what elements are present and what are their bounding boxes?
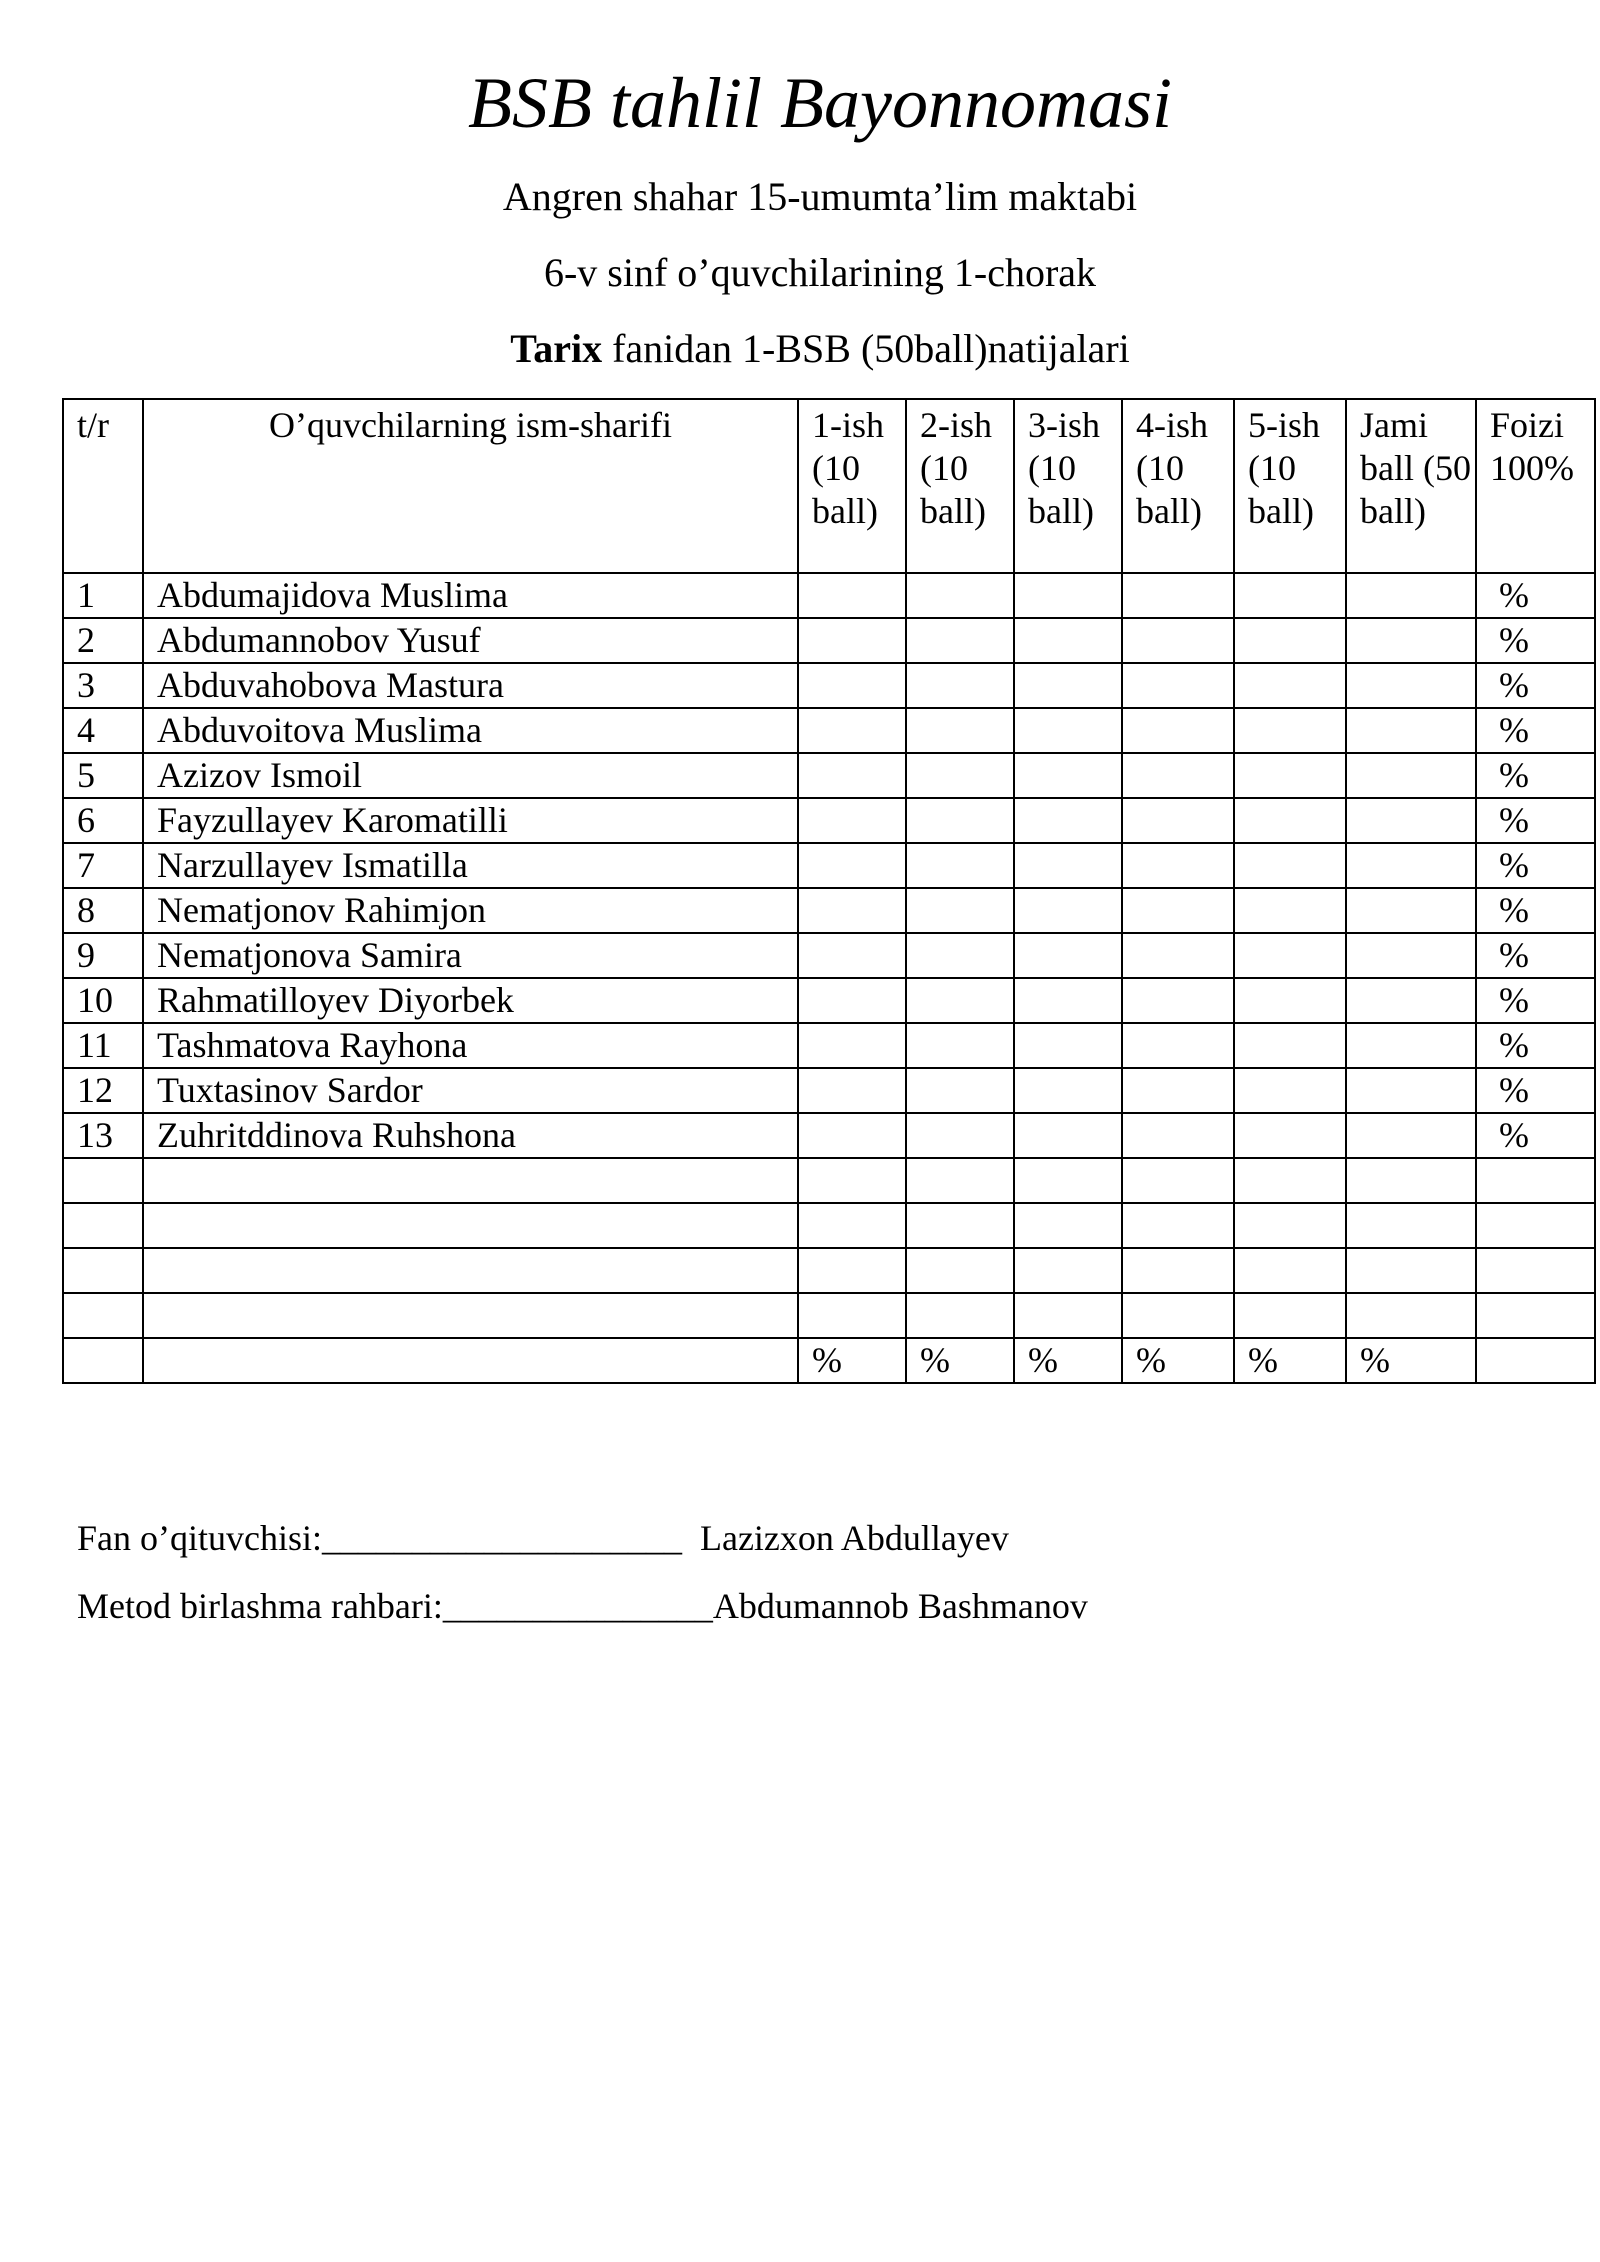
score-cell-4 [1122,933,1234,978]
summary-row [63,1338,1595,1383]
row-number: 10 [63,978,143,1023]
empty-cell [1476,1248,1595,1293]
score-cell-5 [1234,663,1346,708]
score-cell-2 [906,753,1014,798]
percent-cell: % [1476,708,1595,753]
table-row [63,1023,1595,1068]
score-cell-2 [906,663,1014,708]
empty-cell [1346,1203,1476,1248]
score-cell-4 [1122,1113,1234,1158]
score-cell-5 [1234,618,1346,663]
empty-cell [1476,1293,1595,1338]
score-cell-5 [1234,753,1346,798]
percent-cell: % [1476,663,1595,708]
column-header-work-2: 2-ish (10 ball) [906,399,1014,573]
score-cell-5 [1234,708,1346,753]
score-cell-2 [906,798,1014,843]
student-name: Rahmatilloyev Diyorbek [143,978,798,1023]
percent-cell: % [1476,933,1595,978]
empty-cell [1346,1293,1476,1338]
score-cell-2 [906,1113,1014,1158]
empty-cell [63,1203,143,1248]
empty-cell [1476,1203,1595,1248]
score-cell-4 [1122,708,1234,753]
score-cell-2 [906,1023,1014,1068]
score-cell-4 [1122,978,1234,1023]
empty-cell [143,1248,798,1293]
score-cell-4 [1122,1023,1234,1068]
score-cell-5 [1234,1113,1346,1158]
score-cell-4 [1122,798,1234,843]
empty-cell [798,1248,906,1293]
table-row [63,1068,1595,1113]
row-number: 2 [63,618,143,663]
score-cell-3 [1014,1113,1122,1158]
empty-cell [1234,1293,1346,1338]
total-cell [1346,798,1476,843]
total-cell [1346,888,1476,933]
empty-cell [143,1293,798,1338]
column-header-name: O’quvchilarning ism-sharifi [143,399,798,573]
percent-cell: % [1476,843,1595,888]
total-cell [1346,1113,1476,1158]
table-row [63,573,1595,618]
empty-cell [1122,1293,1234,1338]
percent-cell: % [1476,753,1595,798]
student-name: Nematjonova Samira [143,933,798,978]
score-cell-3 [1014,753,1122,798]
score-cell-1 [798,1113,906,1158]
column-header-work-1: 1-ish (10 ball) [798,399,906,573]
column-header-work-3: 3-ish (10 ball) [1014,399,1122,573]
score-cell-3 [1014,573,1122,618]
score-cell-3 [1014,933,1122,978]
table-row [63,753,1595,798]
empty-cell [63,1248,143,1293]
score-cell-4 [1122,1068,1234,1113]
score-cell-3 [1014,1023,1122,1068]
total-cell [1346,663,1476,708]
score-cell-1 [798,933,906,978]
score-cell-1 [798,1068,906,1113]
column-header-work-5: 5-ish (10 ball) [1234,399,1346,573]
score-cell-5 [1234,1023,1346,1068]
score-cell-1 [798,663,906,708]
summary-percent-w1: % [798,1338,906,1383]
score-cell-3 [1014,1068,1122,1113]
score-cell-2 [906,933,1014,978]
total-cell [1346,1023,1476,1068]
empty-cell [1122,1203,1234,1248]
column-header-percent: Foizi 100% [1476,399,1595,573]
score-cell-1 [798,573,906,618]
score-cell-1 [798,618,906,663]
total-cell [1346,1068,1476,1113]
summary-percent-w5: % [1234,1338,1346,1383]
row-number: 9 [63,933,143,978]
score-cell-1 [798,708,906,753]
row-number: 12 [63,1068,143,1113]
empty-cell [1122,1248,1234,1293]
empty-cell [1476,1158,1595,1203]
empty-cell [1346,1248,1476,1293]
empty-cell [1234,1248,1346,1293]
score-cell-4 [1122,888,1234,933]
score-cell-4 [1122,573,1234,618]
row-number: 8 [63,888,143,933]
score-cell-5 [1234,843,1346,888]
total-cell [1346,573,1476,618]
score-cell-4 [1122,843,1234,888]
row-number: 3 [63,663,143,708]
subject-name: Tarix [510,326,603,371]
empty-cell [798,1158,906,1203]
table-row [63,708,1595,753]
total-cell [1346,978,1476,1023]
table-row [63,618,1595,663]
summary-percent-w2: % [906,1338,1014,1383]
percent-cell: % [1476,798,1595,843]
empty-cell [1234,1158,1346,1203]
empty-cell [906,1248,1014,1293]
score-cell-2 [906,978,1014,1023]
empty-cell [906,1158,1014,1203]
empty-cell [1014,1158,1122,1203]
empty-row [63,1203,1595,1248]
row-number: 4 [63,708,143,753]
table-row [63,798,1595,843]
student-name: Narzullayev Ismatilla [143,843,798,888]
score-cell-3 [1014,978,1122,1023]
table-row [63,843,1595,888]
empty-cell [798,1203,906,1248]
empty-cell [1014,1293,1122,1338]
column-header-number: t/r [63,399,143,573]
row-number: 13 [63,1113,143,1158]
score-cell-1 [798,753,906,798]
score-cell-5 [1234,798,1346,843]
score-cell-2 [906,843,1014,888]
row-number: 7 [63,843,143,888]
empty-cell [63,1158,143,1203]
student-name: Abduvahobova Mastura [143,663,798,708]
empty-row [63,1158,1595,1203]
summary-percent-total: % [1346,1338,1476,1383]
score-cell-3 [1014,798,1122,843]
summary-percent-w3: % [1014,1338,1122,1383]
empty-cell [906,1203,1014,1248]
empty-cell [143,1158,798,1203]
percent-cell: % [1476,1068,1595,1113]
table-row [63,663,1595,708]
score-cell-1 [798,978,906,1023]
score-cell-3 [1014,708,1122,753]
score-cell-2 [906,708,1014,753]
percent-cell: % [1476,888,1595,933]
percent-cell: % [1476,1113,1595,1158]
empty-cell [143,1203,798,1248]
head-signature-line: Metod birlashma rahbari:_______________Abdumannob Bashmanov [77,1586,1088,1626]
empty-cell [1122,1158,1234,1203]
student-name: Nematjonov Rahimjon [143,888,798,933]
total-cell [1346,708,1476,753]
score-cell-5 [1234,933,1346,978]
percent-cell: % [1476,618,1595,663]
score-cell-1 [798,1023,906,1068]
results-table [62,398,1596,1384]
score-cell-3 [1014,888,1122,933]
score-cell-1 [798,843,906,888]
document-title: BSB tahlil Bayonnomasi [468,63,1172,143]
column-header-total: Jami ball (50 ball) [1346,399,1476,573]
row-number: 1 [63,573,143,618]
empty-cell [1476,1338,1595,1383]
empty-cell [1014,1248,1122,1293]
empty-cell [63,1293,143,1338]
score-cell-1 [798,888,906,933]
total-cell [1346,933,1476,978]
score-cell-4 [1122,618,1234,663]
subject-line [0,324,1600,374]
student-name: Fayzullayev Karomatilli [143,798,798,843]
score-cell-2 [906,573,1014,618]
empty-cell [63,1338,143,1383]
student-name: Azizov Ismoil [143,753,798,798]
student-name: Tashmatova Rayhona [143,1023,798,1068]
student-name: Abduvoitova Muslima [143,708,798,753]
empty-row [63,1248,1595,1293]
empty-cell [1234,1203,1346,1248]
score-cell-4 [1122,663,1234,708]
score-cell-1 [798,798,906,843]
row-number: 6 [63,798,143,843]
score-cell-2 [906,888,1014,933]
total-cell [1346,843,1476,888]
table-row [63,933,1595,978]
score-cell-5 [1234,978,1346,1023]
table-row [63,978,1595,1023]
score-cell-4 [1122,753,1234,798]
total-cell [1346,753,1476,798]
score-cell-3 [1014,663,1122,708]
student-name: Tuxtasinov Sardor [143,1068,798,1113]
empty-cell [906,1293,1014,1338]
summary-percent-w4: % [1122,1338,1234,1383]
empty-cell [1014,1203,1122,1248]
score-cell-5 [1234,888,1346,933]
empty-cell [798,1293,906,1338]
class-line: 6-v sinf o’quvchilarining 1-chorak [543,250,1097,295]
row-number: 5 [63,753,143,798]
table-row [63,888,1595,933]
table-row [63,1113,1595,1158]
subject-rest: fanidan 1-BSB (50ball)natijalari [602,326,1130,371]
percent-cell: % [1476,1023,1595,1068]
percent-cell: % [1476,978,1595,1023]
empty-cell [143,1338,798,1383]
student-name: Zuhritddinova Ruhshona [143,1113,798,1158]
percent-cell: % [1476,573,1595,618]
student-name: Abdumajidova Muslima [143,573,798,618]
school-line: Angren shahar 15-umumta’lim maktabi [502,174,1138,219]
empty-row [63,1293,1595,1338]
score-cell-2 [906,1068,1014,1113]
column-header-work-4: 4-ish (10 ball) [1122,399,1234,573]
total-cell [1346,618,1476,663]
student-name: Abdumannobov Yusuf [143,618,798,663]
score-cell-5 [1234,1068,1346,1113]
table-header-row [63,399,1595,573]
score-cell-2 [906,618,1014,663]
score-cell-3 [1014,843,1122,888]
score-cell-3 [1014,618,1122,663]
teacher-signature-line: Fan o’qituvchisi:____________________ Lazizxon Abdullayev [77,1518,1009,1558]
row-number: 11 [63,1023,143,1068]
score-cell-5 [1234,573,1346,618]
empty-cell [1346,1158,1476,1203]
